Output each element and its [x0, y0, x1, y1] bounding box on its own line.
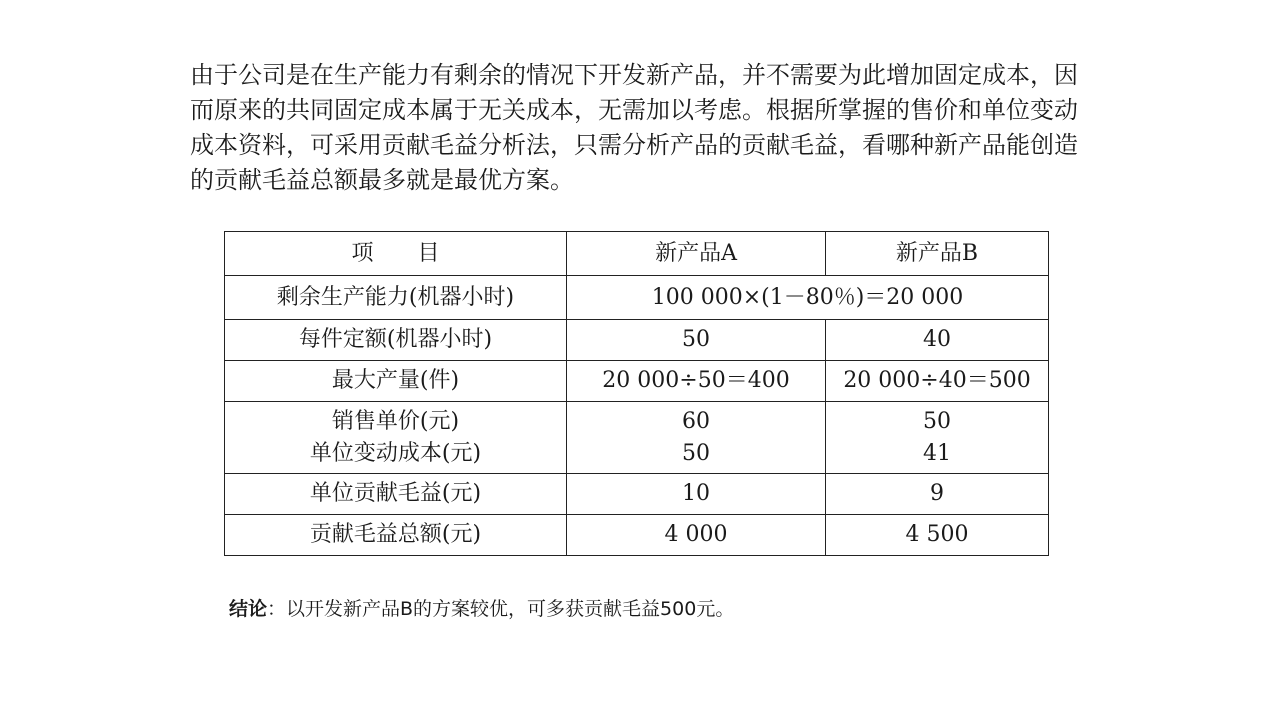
header-item: 项 目 [225, 232, 567, 276]
conclusion-text: ：以开发新产品B的方案较优，可多获贡献毛益500元。 [267, 598, 735, 620]
total-margin-a: 4 000 [567, 515, 826, 556]
max-output-b: 20 000÷40＝500 [826, 361, 1049, 402]
header-product-a: 新产品A [567, 232, 826, 276]
table-row-price-cost [225, 402, 1049, 474]
header-product-b: 新产品B [826, 232, 1049, 276]
unit-variable-cost-a: 50 [682, 440, 710, 466]
quota-a: 50 [567, 320, 826, 361]
conclusion [229, 594, 734, 621]
price-cost-labels [225, 402, 567, 474]
conclusion-label: 结论 [229, 598, 268, 620]
table-row-total-margin [225, 515, 1049, 556]
unit-price-label: 销售单价(元) [331, 408, 460, 434]
unit-price-b: 50 [923, 408, 952, 434]
unit-price-a: 60 [682, 408, 710, 434]
contribution-margin-table [224, 231, 1049, 556]
capacity-value: 100 000×(1－80％)＝20 000 [567, 276, 1049, 320]
quota-label: 每件定额(机器小时) [225, 320, 567, 361]
total-margin-label: 贡献毛益总额(元) [225, 515, 567, 556]
quota-b: 40 [826, 320, 1049, 361]
max-output-label: 最大产量(件) [225, 361, 567, 402]
unit-margin-b: 9 [826, 474, 1049, 515]
total-margin-b: 4 500 [826, 515, 1049, 556]
table-header-row [225, 232, 1049, 276]
intro-paragraph: 由于公司是在生产能力有剩余的情况下开发新产品，并不需要为此增加固定成本，因而原来的共同固定成本属于无关成本，无需加以考虑。根据所掌握的售价和单位变动成本资料，可采用贡献毛益分析法，只需分析产品的贡献毛益，看哪种新产品能创造的贡献毛益总额最多就是最优方案。 [190, 61, 1078, 194]
unit-margin-label: 单位贡献毛益(元) [225, 474, 567, 515]
max-output-a: 20 000÷50＝400 [567, 361, 826, 402]
price-cost-a [567, 402, 826, 474]
unit-variable-cost-b: 41 [923, 440, 952, 466]
capacity-label: 剩余生产能力(机器小时) [225, 276, 567, 320]
table-row-max-output [225, 361, 1049, 402]
price-cost-b [826, 402, 1049, 474]
unit-variable-cost-label: 单位变动成本(元) [309, 440, 482, 466]
table-row-capacity [225, 276, 1049, 320]
table-row-quota [225, 320, 1049, 361]
table-row-unit-margin [225, 474, 1049, 515]
unit-margin-a: 10 [567, 474, 826, 515]
